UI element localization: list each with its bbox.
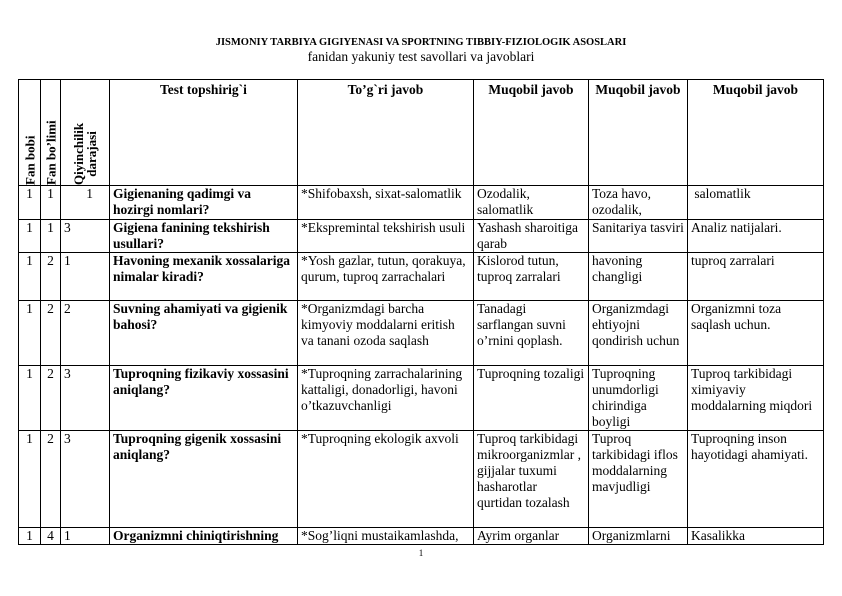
cell-togri: *Ekspremintal tekshirish usuli bbox=[298, 220, 474, 253]
cell-muqobil-2: Tuproqning unumdorligi chirindiga boyligi bbox=[589, 366, 688, 431]
cell-daraja: 2 bbox=[61, 301, 110, 366]
document-title: JISMONIY TARBIYA GIGIYENASI VA SPORTNING TIBBIY-FIZIOLOGIK ASOSLARI bbox=[215, 37, 627, 48]
cell-muqobil-1: Ozodalik, salomatlik bbox=[474, 186, 589, 220]
header-muqobil-1: Muqobil javob bbox=[474, 80, 589, 186]
cell-bolim: 4 bbox=[41, 528, 61, 545]
table-row bbox=[19, 301, 824, 366]
page-number: 1 bbox=[418, 548, 424, 558]
cell-muqobil-3: tuproq zarralari bbox=[688, 253, 824, 301]
cell-muqobil-3: salomatlik bbox=[688, 186, 824, 220]
cell-togri: *Shifobaxsh, sixat-salomatlik bbox=[298, 186, 474, 220]
cell-bolim: 1 bbox=[41, 220, 61, 253]
cell-bolim: 2 bbox=[41, 366, 61, 431]
cell-bob: 1 bbox=[19, 220, 41, 253]
cell-bob: 1 bbox=[19, 366, 41, 431]
table-row bbox=[19, 528, 824, 545]
cell-muqobil-2: Organizmlarni bbox=[589, 528, 688, 545]
cell-muqobil-1: Tanadagi sarflangan suvni o’rnini qoplash. bbox=[474, 301, 589, 366]
cell-muqobil-1: Tuproqning tozaligi bbox=[474, 366, 589, 431]
cell-bolim: 2 bbox=[41, 253, 61, 301]
cell-muqobil-3: Organizmni toza saqlash uchun. bbox=[688, 301, 824, 366]
cell-muqobil-1: Ayrim organlar bbox=[474, 528, 589, 545]
cell-muqobil-3: Analiz natijalari. bbox=[688, 220, 824, 253]
cell-bob: 1 bbox=[19, 253, 41, 301]
cell-togri: *Tuproqning zarrachalarining kattaligi, donadorligi, havoni o’tkazuvchanligi bbox=[298, 366, 474, 431]
table-row bbox=[19, 253, 824, 301]
cell-savol: Tuproqning fizikaviy xossasini aniqlang? bbox=[110, 366, 298, 431]
header-muqobil-2: Muqobil javob bbox=[589, 80, 688, 186]
cell-savol: Organizmni chiniqtirishning bbox=[110, 528, 298, 545]
cell-muqobil-1: Kislorod tutun, tuproq zarralari bbox=[474, 253, 589, 301]
cell-bob: 1 bbox=[19, 186, 41, 220]
cell-savol: Gigienaning qadimgi va hozirgi nomlari? bbox=[110, 186, 298, 220]
header-fan-bobi: Fan bobi bbox=[19, 80, 41, 186]
cell-bob: 1 bbox=[19, 528, 41, 545]
table-row bbox=[19, 431, 824, 528]
cell-togri: *Tuproqning ekologik axvoli bbox=[298, 431, 474, 528]
cell-daraja: 1 bbox=[61, 186, 110, 220]
cell-daraja: 3 bbox=[61, 366, 110, 431]
cell-muqobil-3: Kasalikka bbox=[688, 528, 824, 545]
cell-muqobil-1: Tuproq tarkibidagi mikroorganizmlar , gijjalar tuxumi hasharotlar qurtidan tozalash bbox=[474, 431, 589, 528]
header-muqobil-3: Muqobil javob bbox=[688, 80, 824, 186]
cell-muqobil-2: Sanitariya tasviri bbox=[589, 220, 688, 253]
cell-savol: Tuproqning gigenik xossasini aniqlang? bbox=[110, 431, 298, 528]
table-row bbox=[19, 186, 824, 220]
cell-bolim: 2 bbox=[41, 431, 61, 528]
cell-daraja: 1 bbox=[61, 253, 110, 301]
cell-bolim: 1 bbox=[41, 186, 61, 220]
cell-muqobil-3: Tuproqning inson hayotidagi ahamiyati. bbox=[688, 431, 824, 528]
cell-savol: Gigiena fanining tekshirish usullari? bbox=[110, 220, 298, 253]
header-qiyinchilik: Qiyinchilik darajasi bbox=[61, 80, 110, 186]
cell-togri: *Yosh gazlar, tutun, qorakuya, qurum, tuproq zarrachalari bbox=[298, 253, 474, 301]
cell-togri: *Organizmdagi barcha kimyoviy moddalarni eritish va tanani ozoda saqlash bbox=[298, 301, 474, 366]
cell-muqobil-2: Tuproq tarkibidagi iflos moddalarning mavjudligi bbox=[589, 431, 688, 528]
header-togri-javob: To’g`ri javob bbox=[298, 80, 474, 186]
header-test: Test topshirig`i bbox=[110, 80, 298, 186]
cell-savol: Havoning mexanik xossalariga nimalar kiradi? bbox=[110, 253, 298, 301]
cell-daraja: 1 bbox=[61, 528, 110, 545]
cell-muqobil-1: Yashash sharoitiga qarab bbox=[474, 220, 589, 253]
cell-savol: Suvning ahamiyati va gigienik bahosi? bbox=[110, 301, 298, 366]
cell-muqobil-2: havoning changligi bbox=[589, 253, 688, 301]
table-header-row bbox=[19, 80, 824, 186]
cell-bob: 1 bbox=[19, 301, 41, 366]
cell-bob: 1 bbox=[19, 431, 41, 528]
cell-daraja: 3 bbox=[61, 431, 110, 528]
cell-bolim: 2 bbox=[41, 301, 61, 366]
table-row bbox=[19, 366, 824, 431]
document-subtitle: fanidan yakuniy test savollari va javoblari bbox=[307, 49, 535, 64]
cell-togri: *Sog’liqni mustaikamlashda, bbox=[298, 528, 474, 545]
cell-daraja: 3 bbox=[61, 220, 110, 253]
test-table bbox=[18, 79, 824, 545]
cell-muqobil-2: Toza havo, ozodalik, bbox=[589, 186, 688, 220]
cell-muqobil-3: Tuproq tarkibidagi ximiyaviy moddalarning miqdori bbox=[688, 366, 824, 431]
header-fan-bolimi: Fan bo’limi bbox=[41, 80, 61, 186]
cell-muqobil-2: Organizmdagi ehtiyojni qondirish uchun bbox=[589, 301, 688, 366]
table-row bbox=[19, 220, 824, 253]
